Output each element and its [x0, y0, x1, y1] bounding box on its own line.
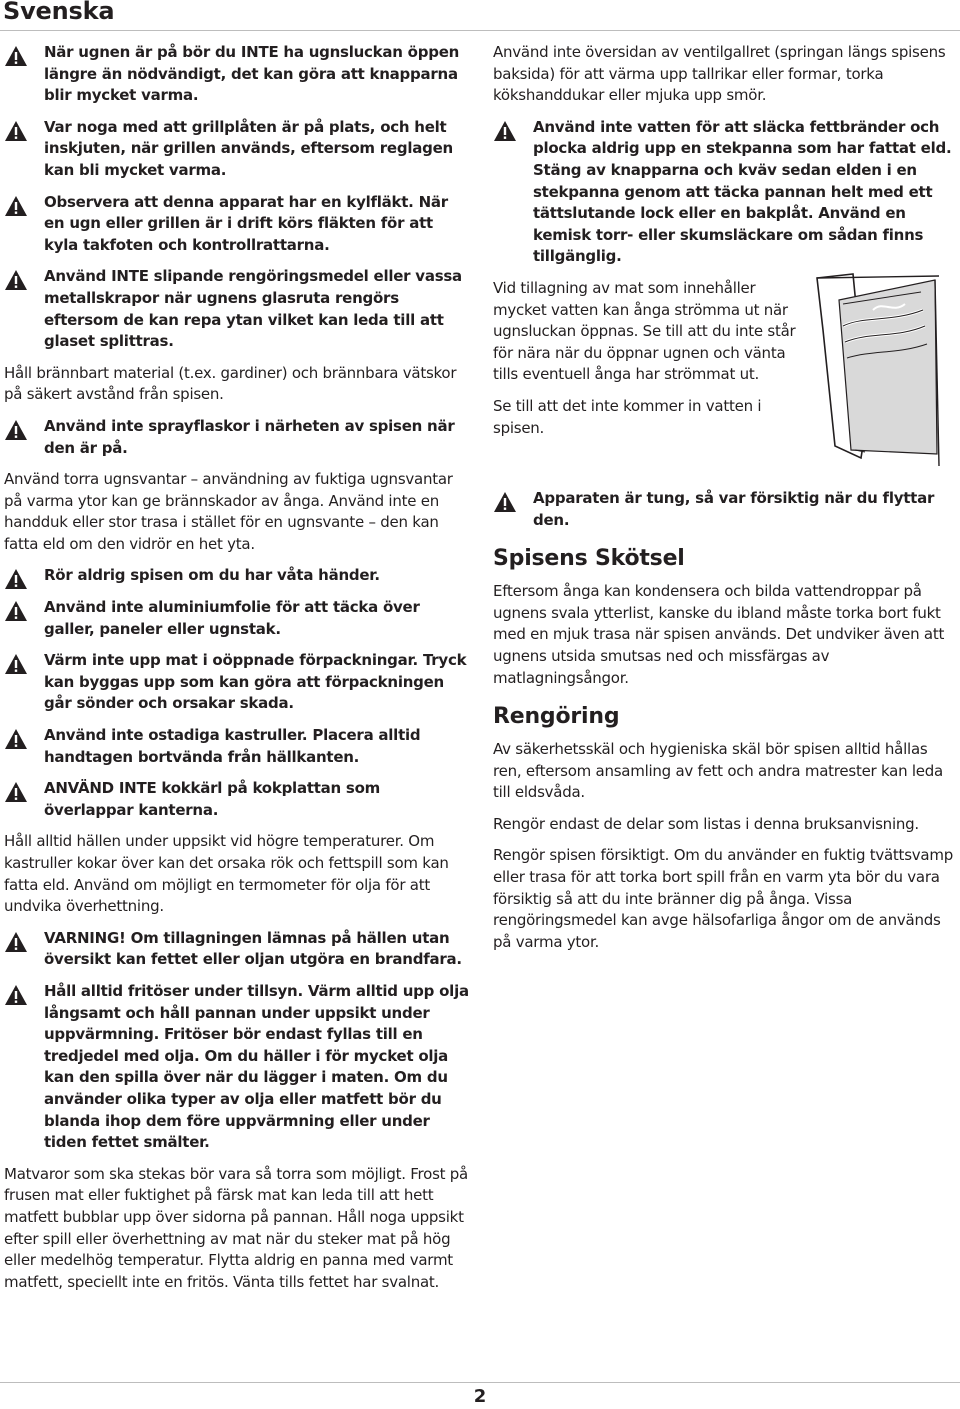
body-paragraph: Matvaror som ska stekas bör vara så torra som möjligt. Frost på frusen mat eller fuktighet på färsk mat kan leda till att hett matfett bubblar upp över sidorna på pannan. Håll noga uppsikt efter spill eller överhettning av mat när du steker mat på hög eller medelhög temperatur. Flytta aldrig en panna med varmt matfett, speciellt inte en fritös. Vänta tills fettet har svalnat.: [4, 1164, 469, 1291]
warning-text: När ugnen är på bör du INTE ha ugnsluckan öppen längre än nödvändigt, det kan göra att knapparna blir mycket varma.: [44, 43, 460, 105]
warning-triangle-icon: [4, 781, 28, 803]
warning-text: VARNING! Om tillagningen lämnas på hällen utan översikt kan fettet eller oljan utgöra en brandfara.: [44, 928, 462, 969]
warning-fat-fire: [493, 117, 953, 268]
oven-door-steam-illustration: [813, 270, 947, 470]
warning-block: [4, 725, 470, 768]
warning-block: [4, 778, 470, 821]
body-paragraph: Använd torra ugnsvantar – användning av fuktiga ugnsvantar på varma ytor kan ge brännskador av ånga. Använd inte en handduk eller stor trasa i stället för en ugnsvante – den kan fatta eld om den vidrör en het yta.: [4, 470, 453, 553]
warning-text: Använd inte sprayflaskor i närheten av spisen när den är på.: [44, 416, 455, 457]
warning-block: [4, 981, 470, 1154]
warning-text: Apparaten är tung, så var försiktig när du flyttar den.: [533, 488, 935, 529]
warning-text: Använd INTE slipande rengöringsmedel eller vassa metallskrapor när ugnens glasruta rengörs eftersom de kan repa ytan vilket kan leda till att glaset splittras.: [44, 267, 462, 351]
warning-block: [4, 266, 470, 352]
warning-text: Var noga med att grillplåten är på plats, och helt inskjuten, när grillen används, eftersom reglagen kan bli mycket varma.: [44, 117, 453, 179]
warning-text: Använd inte ostadiga kastruller. Placera alltid handtagen bortvända från hällkanten.: [44, 726, 421, 766]
ventilation-paragraph: Använd inte översidan av ventilgallret (springan längs spisens baksida) för att värma upp tallrikar eller formar, torka kökshanddukar eller mjuka upp smör.: [493, 43, 946, 105]
section-heading-care: Spisens Skötsel: [493, 546, 685, 572]
warning-triangle-icon: [4, 45, 28, 67]
steam-paragraph: Vid tillagning av mat som innehåller mycket vatten kan ånga strömma ut när ugnsluckan öppnas. Se till att du inte står för nära när du öppnar ugnen och vänta tills eventuell ånga har strömmat ut.: [493, 278, 796, 384]
care-paragraph: Eftersom ånga kan kondensera och bilda vattendroppar på ugnens svala ytterlist, kanske du ibland måste torka bort fukt med en mjuk trasa när spisen används. Det undviker även att ugnens utsida smutsas ned och missfärgas av matlagningsångor.: [493, 582, 945, 687]
section-heading-cleaning: Rengöring: [493, 704, 620, 730]
warning-triangle-icon: [4, 600, 28, 622]
warning-block: [4, 117, 470, 182]
body-paragraph: Håll brännbart material (t.ex. gardiner) och brännbara vätskor på säkert avstånd från spisen.: [4, 363, 457, 404]
warning-heavy-appliance: [493, 488, 953, 531]
cleaning-paragraph: Rengör endast de delar som listas i denna bruksanvisning.: [493, 814, 919, 833]
warning-triangle-icon: [4, 931, 28, 953]
warning-triangle-icon: [493, 491, 517, 513]
warning-triangle-icon: [493, 120, 517, 142]
page-number: 2: [473, 1386, 487, 1407]
warning-triangle-icon: [4, 653, 28, 675]
warning-block: [4, 416, 470, 459]
warning-text: Håll alltid fritöser under tillsyn. Värm alltid upp olja långsamt och håll pannan under uppsikt under uppvärmning. Fritöser bör endast fyllas till en tredjedel med olja. Om du häller i för mycket olja kan den spilla över när du lägger i maten. Om du använder olika typer av olja eller matfett bör du blanda ihop dem före uppvärmning eller under tiden fettet smälter.: [44, 981, 469, 1152]
steam-section: [493, 278, 953, 478]
warning-block: [4, 192, 470, 257]
body-paragraph: Håll alltid hällen under uppsikt vid högre temperaturer. Om kastruller kokar över kan det orsaka rök och fettspill som kan fatta eld. Använd om möjligt en termometer för olja för att undvika överhettning.: [4, 832, 449, 916]
warning-block: [4, 928, 470, 971]
warning-block: [4, 42, 470, 107]
warning-block: [4, 650, 470, 715]
warning-triangle-icon: [4, 984, 28, 1006]
warning-text: Använd inte vatten för att släcka fettbränder och plocka aldrig upp en stekpanna som har fattat eld. Stäng av knapparna och kväv sedan elden i en stekpanna genom att täcka pannan helt med ett tättslutande lock eller en bakplåt. Använd en kemisk torr- eller skumsläckare om sådan finns tillgänglig.: [533, 117, 952, 266]
warning-triangle-icon: [4, 568, 28, 590]
warning-triangle-icon: [4, 419, 28, 441]
warning-triangle-icon: [4, 195, 28, 217]
cleaning-paragraph: Rengör spisen försiktigt. Om du använder en fuktig tvättsvamp eller trasa för att torka bort spill från en varm yta bör du vara försiktig så att du inte bränner dig på ånga. Vissa rengöringsmedel kan avge hälsofarliga ångor om de används på varma ytor.: [493, 846, 953, 951]
warning-triangle-icon: [4, 269, 28, 291]
warning-text: Värm inte upp mat i oöppnade förpackningar. Tryck kan byggas upp som kan göra att förpackningen går sönder och orsakar skada.: [44, 651, 467, 713]
warning-text: ANVÄND INTE kokkärl på kokplattan som överlappar kanterna.: [44, 779, 381, 819]
warning-triangle-icon: [4, 728, 28, 750]
cleaning-paragraph: Av säkerhetsskäl och hygieniska skäl bör spisen alltid hållas ren, eftersom ansamling av fett och andra matrester kan leda till eldsvåda.: [493, 740, 943, 802]
page-header: [0, 0, 960, 31]
warning-block: [4, 565, 470, 587]
left-column: [4, 42, 470, 1303]
warning-block: [4, 597, 470, 640]
warning-text: Rör aldrig spisen om du har våta händer.: [44, 566, 380, 585]
right-column: [493, 42, 953, 963]
warning-triangle-icon: [4, 120, 28, 142]
footer-divider: [0, 1382, 960, 1383]
language-title: Svenska: [3, 0, 115, 25]
warning-text: Observera att denna apparat har en kylfläkt. När en ugn eller grillen är i drift körs fläkten för att kyla takfoten och kontrollrattarna.: [44, 192, 448, 254]
warning-text: Använd inte aluminiumfolie för att täcka över galler, paneler eller ugnstak.: [44, 598, 420, 638]
water-paragraph: Se till att det inte kommer in vatten i spisen.: [493, 396, 762, 437]
